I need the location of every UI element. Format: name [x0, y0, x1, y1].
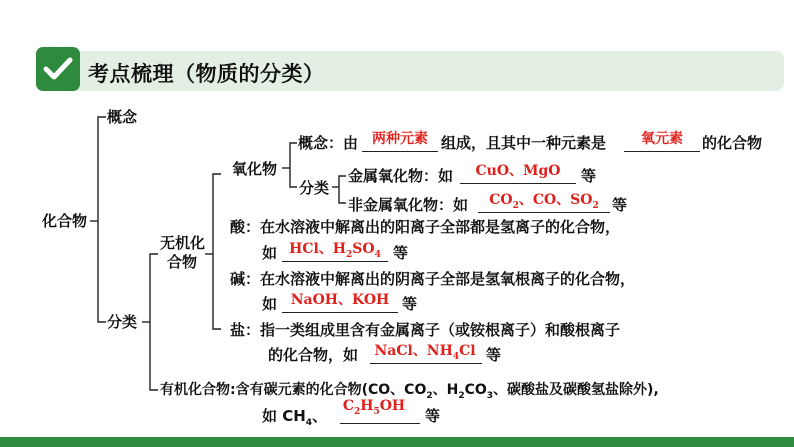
- blank-underline: [362, 151, 438, 152]
- metal-oxide-prefix: 金属氧化物：如: [348, 167, 454, 185]
- base-suffix: 等: [402, 295, 418, 313]
- blank-underline: [340, 423, 420, 424]
- acid-definition: 酸：在水溶液中解离出的阳离子全部都是氢离子的化合物，: [230, 218, 621, 236]
- blank-underline: [282, 261, 388, 262]
- base-answer: NaOH、KOH: [290, 292, 390, 308]
- blank-underline: [370, 363, 482, 364]
- oxide-concept-suffix: 的化合物: [702, 134, 763, 152]
- acid-prefix: 如: [262, 244, 278, 262]
- salt-definition: 盐：指一类组成里含有金属离子（或铵根离子）和酸根离子: [230, 321, 621, 339]
- base-prefix: 如: [262, 295, 278, 313]
- blank-underline: [624, 151, 700, 152]
- organic-answer: $C_2H_5OH$: [342, 398, 406, 417]
- oxide-label: 氧化物: [232, 160, 278, 178]
- footer-bar: [0, 437, 794, 447]
- salt-suffix: 等: [486, 346, 502, 364]
- oxide-concept-answer-1: 两种元素: [372, 131, 428, 147]
- concept-label: 概念: [107, 108, 138, 126]
- oxide-concept-mid: 组成，且其中一种元素是: [441, 134, 607, 152]
- base-definition: 碱：在水溶液中解离出的阴离子全部是氢氧根离子的化合物，: [230, 270, 636, 288]
- oxide-concept-prefix: 概念：由: [298, 134, 359, 152]
- classify-label: 分类: [107, 313, 138, 331]
- metal-oxide-answer: CuO、MgO: [475, 163, 561, 179]
- oxide-concept-answer-2: 氧元素: [641, 131, 683, 147]
- nonmetal-oxide-prefix: 非金属氧化物：如: [348, 196, 469, 214]
- organic-definition: 有机化合物:含有碳元素的化合物(CO、$CO_2$、$H_2CO_3$、碳酸盐及碳酸氢盐除外),: [160, 382, 659, 401]
- organic-prefix: 如 $CH_4$、: [262, 407, 328, 428]
- oxide-classify-label: 分类: [299, 179, 330, 197]
- nonmetal-oxide-suffix: 等: [612, 196, 628, 214]
- organic-suffix: 等: [425, 407, 441, 425]
- section-title: 考点梳理（物质的分类）: [88, 62, 325, 86]
- blank-underline: [460, 183, 576, 184]
- salt-answer: NaCl、$NH_4Cl$: [374, 343, 476, 362]
- blank-underline: [282, 312, 398, 313]
- nonmetal-oxide-answer: $CO_2$、CO、$SO_2$: [489, 192, 599, 211]
- root-label: 化合物: [42, 212, 88, 230]
- inorganic-label-2: 合物: [167, 253, 198, 271]
- inorganic-label-1: 无机化: [160, 234, 206, 252]
- salt-prefix: 的化合物，如: [268, 346, 359, 364]
- acid-answer: HCl、$H_2SO_4$: [289, 241, 381, 260]
- blank-underline: [478, 212, 610, 213]
- acid-suffix: 等: [393, 244, 409, 262]
- metal-oxide-suffix: 等: [581, 167, 597, 185]
